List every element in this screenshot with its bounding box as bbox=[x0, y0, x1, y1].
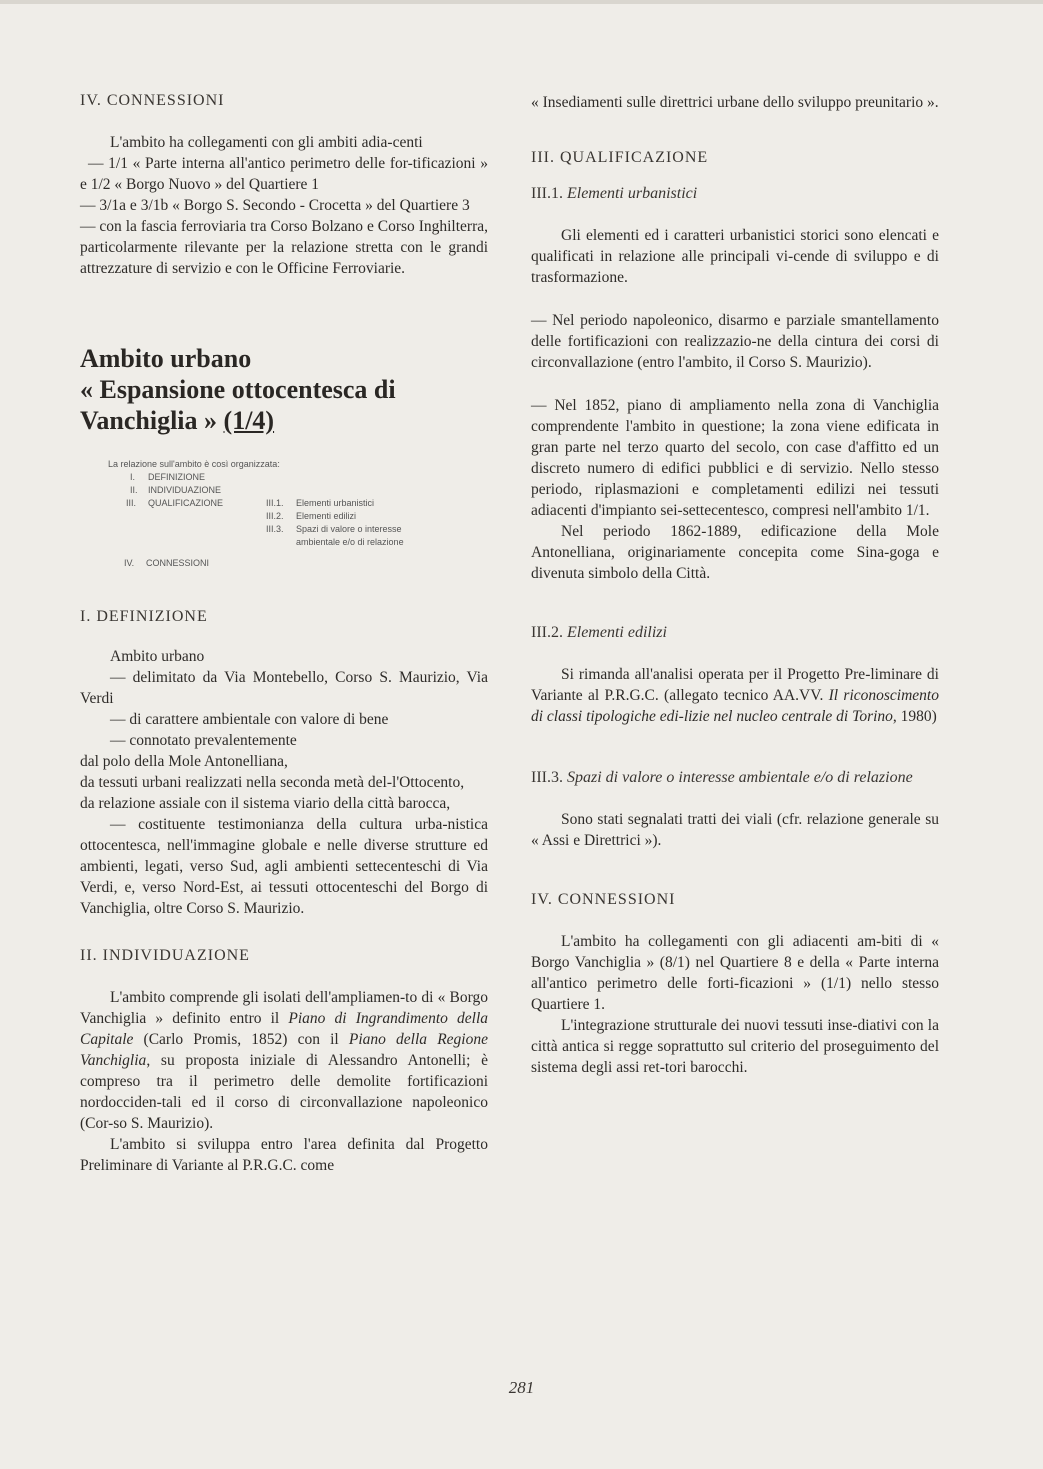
continuation-text: « Insediamenti sulle direttrici urbane dello sviluppo preunitario ». bbox=[531, 94, 939, 111]
definizione-line: — connotato prevalentemente bbox=[110, 732, 297, 749]
toc-num: III. bbox=[126, 498, 137, 508]
publication-title: Il riconoscimento di classi tipologiche edi-lizie nel nucleo centrale di Torino bbox=[531, 687, 939, 725]
individuazione-paragraph-2: L'ambito si sviluppa entro l'area definita dal Progetto Preliminare di Variante al P.R.G.C. come bbox=[80, 1136, 488, 1174]
elementi-edilizi-paragraph bbox=[531, 664, 939, 727]
definizione-line: Ambito urbano bbox=[110, 648, 205, 665]
connessioni-item-3: — con la fascia ferroviaria tra Corso Bolzano e Corso Inghilterra, particolarmente rilevante per la relazione stretta con le grandi attrezzature di servizio e con le Officine Ferroviarie. bbox=[80, 218, 488, 277]
subsection-number: III.3. bbox=[531, 769, 563, 786]
connessioni-paragraph-1: L'ambito ha collegamenti con gli adiacenti am-biti di « Borgo Vanchiglia » (8/1) nel Quartiere 8 e della « Parte interna all'antico perimetro delle forti-ficazioni » (1/1) nello stesso Quartiere 1. bbox=[531, 933, 939, 1013]
subsection-title: Spazi di valore o interesse ambientale e/o di relazione bbox=[566, 769, 913, 786]
qualificazione-paragraph-1: Gli elementi ed i caratteri urbanistici storici sono elencati e qualificati in relazione alle principali vi-cende di sviluppo e di trasformazione. bbox=[531, 227, 939, 286]
toc-sublabel: Elementi edilizi bbox=[296, 511, 357, 521]
connessioni-paragraph-2: L'integrazione strutturale dei nuovi tessuti inse-diativi con la città antica si regge soprattutto sul criterio del proseguimento del sistema degli assi ret-tori barocchi. bbox=[531, 1017, 939, 1076]
definizione-line: — di carattere ambientale con valore di bene bbox=[110, 711, 389, 728]
connessioni-intro: L'ambito ha collegamenti con gli ambiti adia-centi bbox=[110, 134, 423, 151]
table-of-contents bbox=[80, 458, 488, 570]
subsection-number: III.2. bbox=[531, 624, 563, 641]
text-run: Si rimanda all'analisi operata per il Progetto Pre-liminare di Variante al P.R.G.C. (allegato tecnico AA.VV. bbox=[531, 666, 939, 704]
definizione-line: — delimitato da Via Montebello, Corso S. Maurizio, Via Verdi bbox=[80, 669, 488, 707]
qualificazione-paragraph-3: — Nel 1852, piano di ampliamento nella zona di Vanchiglia comprendente l'ambito in questione; la zona viene edificata in gran parte nel terzo quarto del secolo, con case d'affitto ed un discreto numero di edifici pubblici e di servizio. Nello stesso periodo, riplasmazioni e completamenti edilizi nei tessuti adiacenti d'impianto sei-settecentesco, compresi nell'ambito 1/1. bbox=[531, 397, 939, 519]
ambito-title-line-1: Ambito urbano bbox=[80, 344, 252, 373]
qualificazione-paragraph-2: — Nel periodo napoleonico, disarmo e parziale smantellamento delle fortificazioni con realizzazio-ne della cintura dei corsi di circonvallazione (entro l'ambito, il Corso S. Maurizio). bbox=[531, 312, 939, 371]
text-run: (Carlo Promis, 1852) con il bbox=[133, 1031, 349, 1048]
definizione-line: da relazione assiale con il sistema viario della città barocca, bbox=[80, 795, 451, 812]
definizione-line: — costituente testimonianza della cultura urba-nistica ottocentesca, nell'immagine globale e nelle diverse strutture ed ambienti, legati, verso Sud, agli ambienti settecenteschi di Via Verdi, e, verso Nord-Est, ai tessuti ottocenteschi del Borgo di Vanchiglia, oltre Corso S. Maurizio. bbox=[80, 816, 488, 917]
section-heading-individuazione: II. INDIVIDUAZIONE bbox=[80, 947, 250, 964]
section-heading-connessioni: IV. CONNESSIONI bbox=[531, 891, 676, 908]
qualificazione-paragraph-4: Nel periodo 1862-1889, edificazione della Mole Antonelliana, originariamente concepita come Sina-goga e divenuta simbolo della Città. bbox=[531, 523, 939, 582]
section-heading-connessioni-top: IV. CONNESSIONI bbox=[80, 92, 225, 109]
page-top-edge bbox=[0, 0, 1043, 4]
subsection-heading-spazi bbox=[531, 769, 939, 787]
toc-label: DEFINIZIONE bbox=[148, 472, 206, 482]
subsection-title: Elementi edilizi bbox=[566, 624, 667, 641]
toc-subnum: III.1. bbox=[266, 498, 284, 508]
individuazione-paragraph-1 bbox=[80, 987, 488, 1134]
text-run: , 1980) bbox=[892, 708, 937, 725]
subsection-heading-elementi-edilizi bbox=[531, 624, 939, 642]
subsection-heading-elementi-urbanistici bbox=[531, 185, 939, 203]
section-heading-qualificazione: III. QUALIFICAZIONE bbox=[531, 149, 709, 166]
section-heading-definizione: I. DEFINIZIONE bbox=[80, 608, 208, 625]
right-column bbox=[531, 92, 939, 1078]
definizione-line: da tessuti urbani realizzati nella seconda metà del-l'Ottocento, bbox=[80, 774, 465, 791]
connessioni-item-1: — 1/1 « Parte interna all'antico perimetro delle for-tificazioni » e 1/2 « Borgo Nuovo » del Quartiere 1 bbox=[80, 155, 488, 193]
toc-label: QUALIFICAZIONE bbox=[148, 498, 224, 508]
plan-title: Piano della Regione Vanchiglia bbox=[80, 1031, 488, 1069]
toc-sublabel: Spazi di valore o interesse ambientale e/o di relazione bbox=[296, 524, 404, 547]
text-run: , su proposta iniziale di Alessandro Antonelli; è compreso tra il perimetro delle demolite fortificazioni nordocciden-tali ed il corso di circonvallazione napoleonico (Cor-so S. Maurizio). bbox=[80, 1052, 488, 1132]
plan-title: Piano di Ingrandimento della Capitale bbox=[80, 1010, 488, 1048]
toc-num: II. bbox=[130, 485, 138, 495]
page-number: 281 bbox=[508, 1378, 535, 1397]
toc-subnum: III.3. bbox=[266, 524, 284, 534]
ambito-code: (1/4) bbox=[223, 406, 275, 435]
toc-label: INDIVIDUAZIONE bbox=[148, 485, 222, 495]
toc-sublabel: Elementi urbanistici bbox=[296, 498, 375, 508]
definizione-line: dal polo della Mole Antonelliana, bbox=[80, 753, 288, 770]
ambito-title-name: Vanchiglia » bbox=[80, 406, 218, 435]
toc-intro: La relazione sull'ambito è così organizzata: bbox=[108, 459, 280, 469]
left-column bbox=[80, 92, 488, 1176]
ambito-title-block bbox=[80, 343, 488, 436]
spazi-paragraph: Sono stati segnalati tratti dei viali (cfr. relazione generale su « Assi e Direttrici »). bbox=[531, 811, 939, 849]
ambito-title-line-2: « Espansione ottocentesca di bbox=[80, 375, 396, 404]
toc-subnum: III.2. bbox=[266, 511, 284, 521]
subsection-title: Elementi urbanistici bbox=[566, 185, 698, 202]
text-run: L'ambito comprende gli isolati dell'ampliamen-to di « Borgo Vanchiglia » definito entro il bbox=[80, 989, 488, 1027]
toc-num: IV. bbox=[124, 558, 135, 568]
ambito-title-line-3 bbox=[80, 405, 488, 436]
connessioni-item-2: — 3/1a e 3/1b « Borgo S. Secondo - Crocetta » del Quartiere 3 bbox=[80, 197, 470, 214]
toc-num: I. bbox=[130, 472, 136, 482]
toc-label: CONNESSIONI bbox=[146, 558, 210, 568]
subsection-number: III.1. bbox=[531, 185, 563, 202]
